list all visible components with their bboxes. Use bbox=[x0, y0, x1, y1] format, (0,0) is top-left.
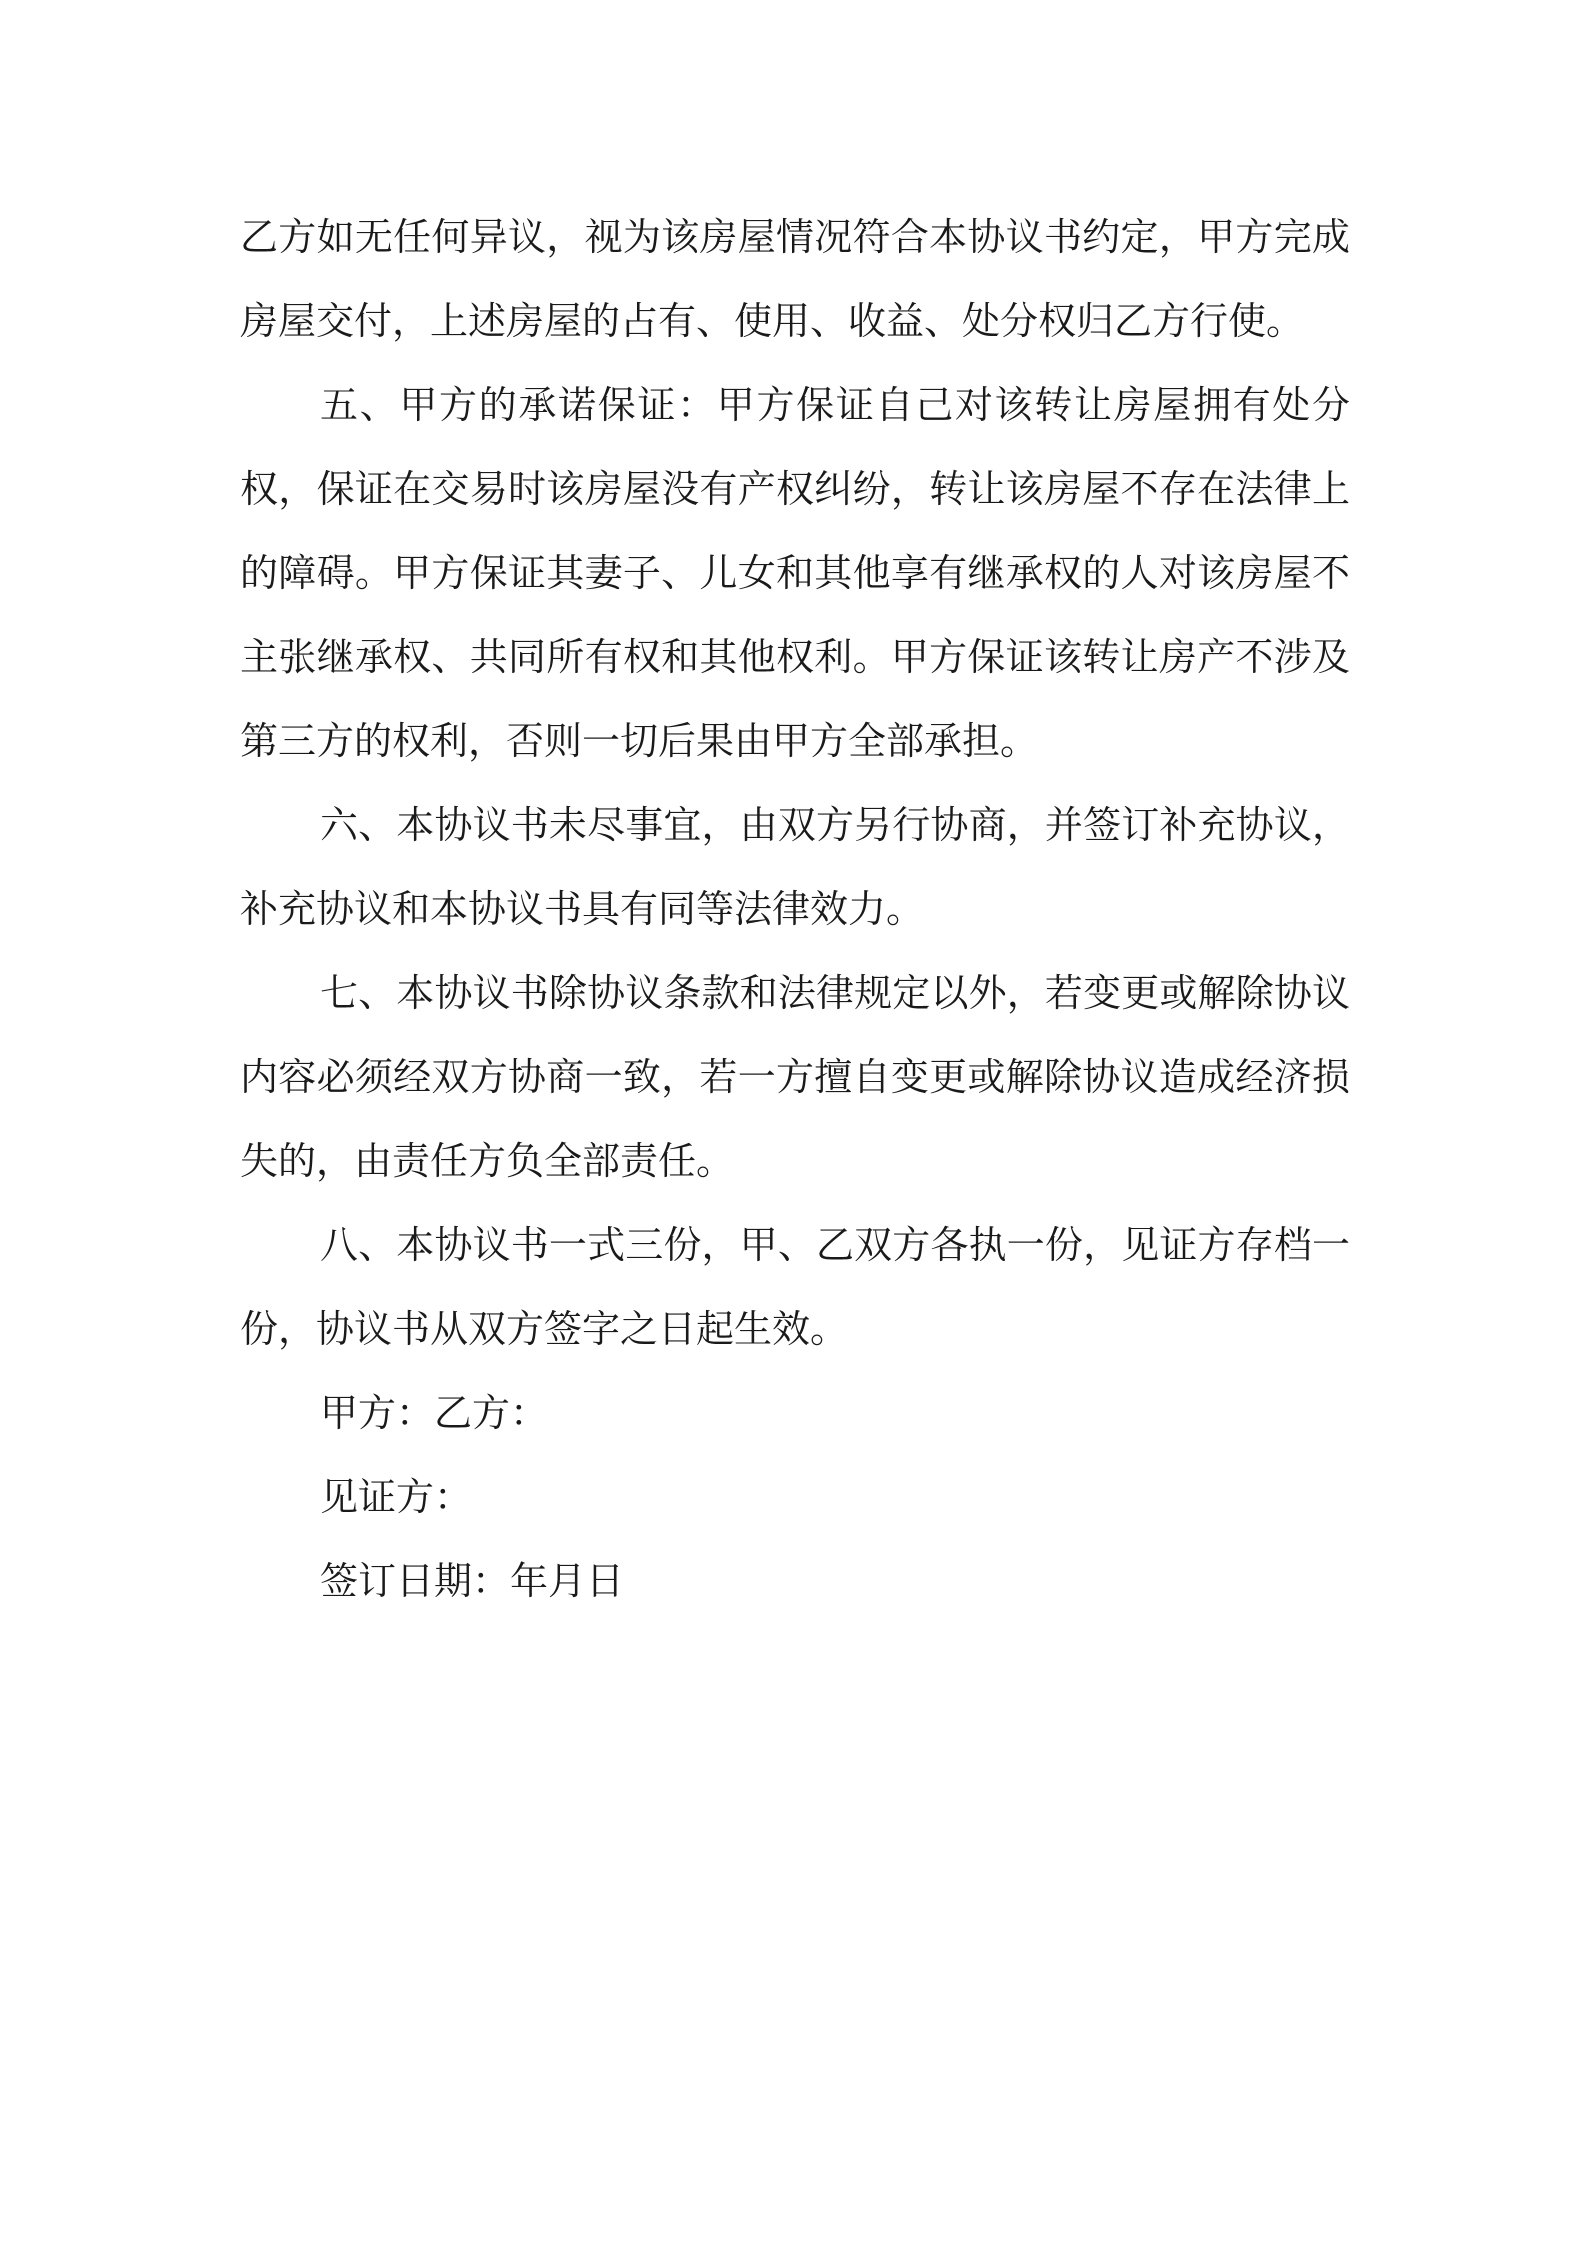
paragraph-clause-5: 五、甲方的承诺保证：甲方保证自己对该转让房屋拥有处分权，保证在交易时该房屋没有产权纠纷，转让该房屋不存在法律上的障碍。甲方保证其妻子、儿女和其他享有继承权的人对该房屋不主张继承权、共同所有权和其他权利。甲方保证该转让房产不涉及第三方的权利，否则一切后果由甲方全部承担。 bbox=[240, 383, 1350, 763]
signature-parties: 甲方：乙方： bbox=[320, 1391, 549, 1435]
signature-date: 签订日期：年月日 bbox=[320, 1559, 625, 1603]
paragraph-clause-8: 八、本协议书一式三份，甲、乙双方各执一份，见证方存档一份，协议书从双方签字之日起生效。 bbox=[240, 1223, 1350, 1351]
document-body bbox=[240, 195, 1350, 1623]
signature-witness: 见证方： bbox=[320, 1475, 473, 1519]
paragraph-clause-7: 七、本协议书除协议条款和法律规定以外，若变更或解除协议内容必须经双方协商一致，若一方擅自变更或解除协议造成经济损失的，由责任方负全部责任。 bbox=[240, 971, 1350, 1183]
paragraph-clause-6: 六、本协议书未尽事宜，由双方另行协商，并签订补充协议，补充协议和本协议书具有同等法律效力。 bbox=[240, 803, 1350, 931]
paragraph-delivery: 乙方如无任何异议，视为该房屋情况符合本协议书约定，甲方完成房屋交付，上述房屋的占有、使用、收益、处分权归乙方行使。 bbox=[240, 215, 1350, 343]
